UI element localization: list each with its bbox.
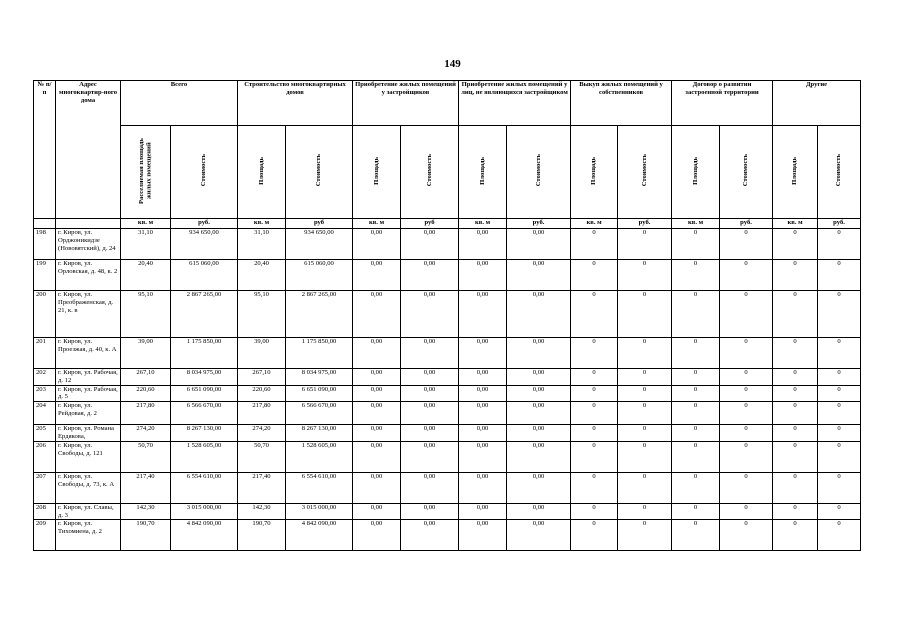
row-value: 0,00 [401,503,459,520]
header-sub-cell [618,126,672,219]
row-value: 220,60 [238,385,286,402]
row-address: г. Киров, ул. Рабочая, д. 5 [56,385,121,402]
header-sub-cell [121,126,171,219]
header-group-purchase-developers: Приобретение жилых помещений у застройщиков [353,81,459,126]
table-row [34,385,861,402]
header-group-total: Всего [121,81,238,126]
header-group-other: Другие [773,81,861,126]
unit-cell: руб. [507,219,571,229]
row-address: г. Киров, ул. Славы, д. 3 [56,503,121,520]
row-value: 0 [618,520,672,551]
row-value: 615 060,00 [171,260,238,291]
row-value: 39,00 [121,338,171,369]
header-group-purchase-others: Приобретение жилых помещений у лиц, не являющихся застройщиком [459,81,571,126]
row-value: 0 [720,338,773,369]
header-sub-cell [238,126,286,219]
header-row-groups [34,81,861,126]
row-value: 6 651 090,00 [286,385,353,402]
row-value: 0 [618,425,672,442]
row-value: 0 [672,338,720,369]
row-value: 0 [720,503,773,520]
row-number: 204 [34,402,56,425]
header-row-sub [34,126,861,219]
unit-cell: руб. [720,219,773,229]
row-value: 934 650,00 [286,229,353,260]
row-value: 267,10 [121,369,171,386]
row-value: 3 015 000,00 [171,503,238,520]
row-value: 0 [773,441,818,472]
header-sub-cell [720,126,773,219]
row-value: 6 554 610,00 [286,472,353,503]
row-value: 0,00 [401,402,459,425]
row-address: г. Киров, ул. Орджоникидзе (Нововятский), д. 24 [56,229,121,260]
row-value: 0 [773,425,818,442]
row-value: 0 [818,369,861,386]
row-address: г. Киров, ул. Проезжая, д. 40, к. А [56,338,121,369]
row-value: 50,70 [238,441,286,472]
row-value: 0 [571,425,618,442]
row-value: 2 867 265,00 [286,291,353,338]
row-value: 0,00 [401,520,459,551]
row-number: 206 [34,441,56,472]
header-sub-label: Площадь [691,156,699,185]
row-value: 0 [720,441,773,472]
row-value: 0,00 [507,338,571,369]
unit-cell: кв. м [353,219,401,229]
row-value: 0 [818,229,861,260]
row-value: 0,00 [459,402,507,425]
row-value: 0,00 [353,369,401,386]
row-value: 0 [720,229,773,260]
table-row [34,520,861,551]
header-sub-cell [818,126,861,219]
row-value: 0 [818,472,861,503]
row-value: 8 267 130,00 [171,425,238,442]
row-value: 0,00 [401,229,459,260]
header-group-construction: Строительство многоквартирных домов [238,81,353,126]
header-sub-label: Площадь [478,156,486,185]
row-value: 0 [571,520,618,551]
row-value: 1 528 605,00 [171,441,238,472]
row-value: 0 [818,402,861,425]
row-value: 95,10 [238,291,286,338]
unit-cell: руб. [171,219,238,229]
table-row [34,260,861,291]
row-value: 0,00 [353,472,401,503]
row-value: 0 [818,425,861,442]
row-value: 2 867 265,00 [171,291,238,338]
unit-cell: руб. [618,219,672,229]
table-row [34,402,861,425]
row-value: 934 650,00 [171,229,238,260]
row-value: 8 034 975,00 [171,369,238,386]
row-value: 0,00 [401,260,459,291]
row-value: 0 [672,402,720,425]
row-value: 0,00 [507,503,571,520]
row-value: 0,00 [459,425,507,442]
row-address: г. Киров, ул. Преображенская, д. 21, к. в [56,291,121,338]
row-value: 20,40 [238,260,286,291]
row-value: 0 [571,503,618,520]
row-value: 142,30 [238,503,286,520]
row-value: 0,00 [459,472,507,503]
row-value: 0,00 [353,425,401,442]
row-value: 0 [672,385,720,402]
row-value: 0 [672,441,720,472]
row-value: 217,80 [121,402,171,425]
row-value: 0,00 [507,441,571,472]
row-value: 0 [618,441,672,472]
row-value: 0,00 [401,291,459,338]
header-sub-cell [171,126,238,219]
row-value: 1 175 850,00 [171,338,238,369]
row-value: 0 [672,229,720,260]
unit-cell: кв. м [672,219,720,229]
row-value: 0 [672,369,720,386]
unit-cell [34,219,56,229]
table-row [34,425,861,442]
row-value: 274,20 [238,425,286,442]
header-group-development: Договор о развитии застроенной территории [672,81,773,126]
row-value: 39,00 [238,338,286,369]
row-value: 0 [818,385,861,402]
row-value: 0,00 [459,441,507,472]
row-value: 217,40 [238,472,286,503]
row-value: 0 [773,503,818,520]
row-value: 0,00 [459,291,507,338]
row-value: 0 [618,369,672,386]
row-value: 4 842 090,00 [286,520,353,551]
row-value: 0,00 [507,402,571,425]
row-value: 0,00 [459,260,507,291]
row-value: 0 [571,338,618,369]
header-sub-cell [459,126,507,219]
table-row [34,441,861,472]
row-value: 190,70 [238,520,286,551]
header-sub-label: Площадь [372,156,380,185]
row-value: 0 [818,291,861,338]
row-value: 0,00 [459,503,507,520]
row-number: 208 [34,503,56,520]
header-sub-label: Площадь [590,156,598,185]
row-value: 0 [618,385,672,402]
header-sub-label: Стоимость [640,154,648,187]
row-value: 0 [571,291,618,338]
row-value: 31,10 [121,229,171,260]
header-sub-cell [773,126,818,219]
row-value: 20,40 [121,260,171,291]
row-value: 0,00 [507,385,571,402]
row-value: 0,00 [459,385,507,402]
row-value: 0 [672,472,720,503]
row-value: 0 [618,229,672,260]
header-sub-label: Стоимость [315,154,323,187]
table-row [34,291,861,338]
row-address: г. Киров, ул. Рейдовая, д. 2 [56,402,121,425]
row-value: 217,40 [121,472,171,503]
unit-cell [56,219,121,229]
header-sub-cell [672,126,720,219]
row-value: 3 015 000,00 [286,503,353,520]
row-value: 0 [720,402,773,425]
resettlement-table [33,80,861,551]
row-value: 0 [818,503,861,520]
unit-cell: руб [401,219,459,229]
row-value: 0 [672,260,720,291]
row-value: 31,10 [238,229,286,260]
row-value: 267,10 [238,369,286,386]
row-value: 0,00 [507,425,571,442]
row-value: 0 [672,503,720,520]
row-value: 0,00 [507,229,571,260]
header-sub-cell [571,126,618,219]
row-value: 6 566 670,00 [171,402,238,425]
row-value: 0 [773,229,818,260]
table-body [34,81,861,551]
row-address: г. Киров, ул. Свободы, д. 73, к. А [56,472,121,503]
row-address: г. Киров, ул. Орловская, д. 48, к. 2 [56,260,121,291]
row-value: 0 [773,472,818,503]
row-number: 202 [34,369,56,386]
row-value: 0 [571,472,618,503]
row-number: 199 [34,260,56,291]
unit-cell: руб [286,219,353,229]
row-value: 0 [720,472,773,503]
table-row [34,503,861,520]
row-value: 0 [571,441,618,472]
row-value: 6 554 610,00 [171,472,238,503]
row-address: г. Киров, ул. Рабочая, д. 12 [56,369,121,386]
unit-cell: кв. м [571,219,618,229]
row-value: 0 [571,260,618,291]
row-value: 0,00 [353,520,401,551]
table-row [34,369,861,386]
row-value: 0 [618,338,672,369]
row-value: 0 [618,291,672,338]
header-group-buyout: Выкуп жилых помещений у собственников [571,81,672,126]
row-value: 0 [720,369,773,386]
row-value: 0,00 [507,291,571,338]
row-value: 0 [818,260,861,291]
row-value: 0,00 [353,503,401,520]
row-value: 0 [618,503,672,520]
row-value: 0 [773,369,818,386]
row-value: 0 [720,260,773,291]
row-value: 220,60 [121,385,171,402]
row-value: 0 [618,402,672,425]
row-value: 0 [773,385,818,402]
row-number: 209 [34,520,56,551]
row-value: 0,00 [401,369,459,386]
row-value: 0 [618,472,672,503]
row-value: 0,00 [353,260,401,291]
header-num: № п/п [34,81,56,219]
row-value: 8 267 130,00 [286,425,353,442]
row-value: 0 [672,425,720,442]
table-row [34,229,861,260]
header-sub-label: Площадь [791,156,799,185]
row-value: 0 [672,291,720,338]
header-sub-cell [507,126,571,219]
row-value: 0,00 [401,338,459,369]
row-value: 0,00 [507,520,571,551]
row-value: 0 [818,520,861,551]
row-number: 200 [34,291,56,338]
row-value: 0 [618,260,672,291]
unit-cell: кв. м [238,219,286,229]
row-value: 217,80 [238,402,286,425]
row-value: 1 528 605,00 [286,441,353,472]
header-sub-label: Расселяемая площадь жилых помещений [137,137,152,204]
row-value: 6 566 670,00 [286,402,353,425]
row-value: 0 [720,425,773,442]
row-value: 0 [773,291,818,338]
row-value: 0,00 [459,229,507,260]
row-value: 0,00 [507,260,571,291]
header-sub-cell [286,126,353,219]
row-value: 0,00 [353,291,401,338]
row-value: 6 651 090,00 [171,385,238,402]
row-value: 0 [773,338,818,369]
row-value: 0 [773,260,818,291]
row-number: 203 [34,385,56,402]
row-value: 1 175 850,00 [286,338,353,369]
row-value: 0 [773,520,818,551]
row-value: 0 [571,402,618,425]
table-row [34,472,861,503]
header-sub-label: Стоимость [425,154,433,187]
table-row [34,338,861,369]
page-number: 149 [444,58,461,70]
row-value: 0 [571,369,618,386]
row-value: 0,00 [353,441,401,472]
unit-cell: кв. м [121,219,171,229]
row-value: 0,00 [459,520,507,551]
row-value: 0,00 [353,385,401,402]
row-value: 190,70 [121,520,171,551]
row-value: 95,10 [121,291,171,338]
row-value: 50,70 [121,441,171,472]
row-value: 274,20 [121,425,171,442]
row-number: 207 [34,472,56,503]
row-value: 0 [672,520,720,551]
header-sub-cell [353,126,401,219]
row-value: 615 060,00 [286,260,353,291]
row-value: 0,00 [401,385,459,402]
row-value: 0 [720,385,773,402]
row-value: 0 [720,291,773,338]
row-value: 0,00 [353,402,401,425]
header-row-units [34,219,861,229]
header-sub-cell [401,126,459,219]
row-value: 0,00 [507,472,571,503]
row-value: 0,00 [401,441,459,472]
row-value: 0,00 [401,425,459,442]
row-value: 142,30 [121,503,171,520]
row-value: 4 842 090,00 [171,520,238,551]
row-value: 0 [818,441,861,472]
unit-cell: кв. м [773,219,818,229]
row-value: 0,00 [353,338,401,369]
header-sub-label: Стоимость [742,154,750,187]
row-address: г. Киров, ул. Свободы, д. 121 [56,441,121,472]
header-sub-label: Стоимость [835,154,843,187]
row-value: 0 [571,385,618,402]
header-sub-label: Площадь [257,156,265,185]
unit-cell: руб. [818,219,861,229]
row-value: 0 [773,402,818,425]
row-value: 0,00 [353,229,401,260]
header-sub-label: Стоимость [200,154,208,187]
row-value: 0 [818,338,861,369]
row-value: 0,00 [401,472,459,503]
row-number: 205 [34,425,56,442]
row-number: 198 [34,229,56,260]
header-address: Адрес многоквартир-ного дома [56,81,121,219]
row-address: г. Киров, ул. Тихомиена, д. 2 [56,520,121,551]
row-address: г. Киров, ул. Романа Ердякова, [56,425,121,442]
row-value: 0,00 [507,369,571,386]
unit-cell: кв. м [459,219,507,229]
row-value: 8 034 975,00 [286,369,353,386]
row-value: 0,00 [459,369,507,386]
row-value: 0,00 [459,338,507,369]
header-sub-label: Стоимость [534,154,542,187]
row-number: 201 [34,338,56,369]
row-value: 0 [720,520,773,551]
row-value: 0 [571,229,618,260]
